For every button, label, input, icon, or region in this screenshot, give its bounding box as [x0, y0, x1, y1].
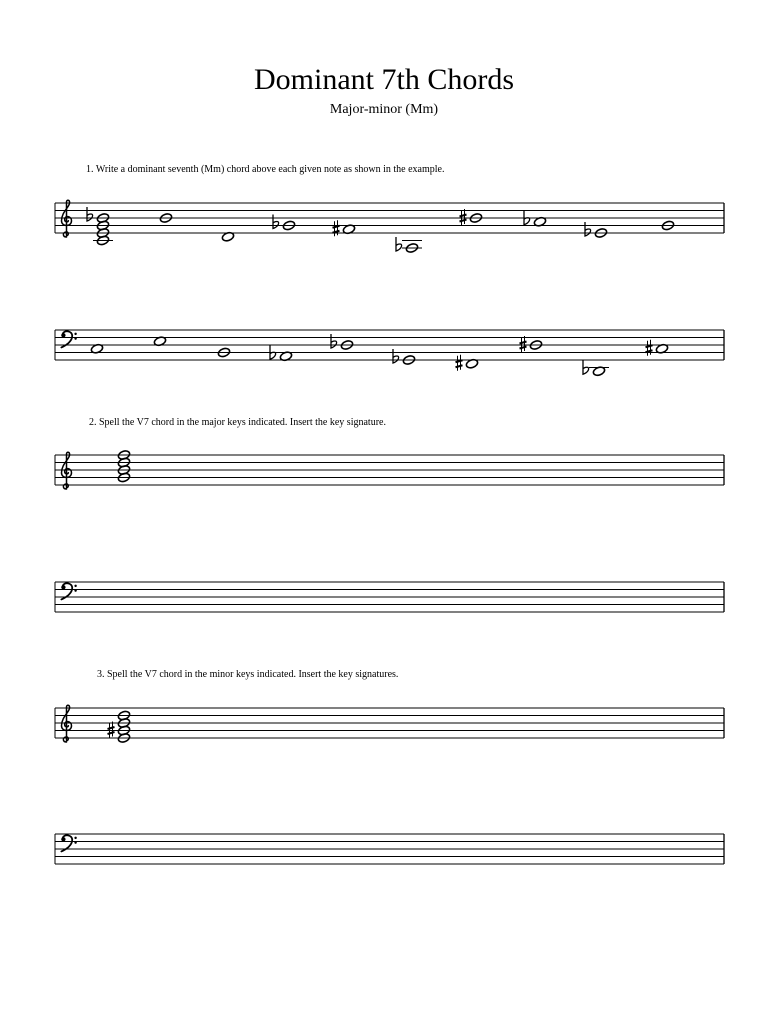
- flat-icon: [393, 349, 399, 363]
- flat-icon: [87, 207, 93, 221]
- sharp-stroke: [520, 342, 527, 344]
- instruction-3: 3. Spell the V7 chord in the minor keys indicated. Insert the key signatures.: [97, 669, 399, 680]
- whole-note: [333, 220, 356, 236]
- sharp-icon: [108, 722, 115, 738]
- sharp-stroke: [646, 350, 653, 352]
- whole-note: [460, 209, 483, 225]
- chord: [87, 207, 113, 246]
- whole-note: [456, 355, 479, 371]
- sharp-stroke: [456, 365, 463, 367]
- flat-icon: [331, 334, 337, 348]
- flat-icon: [273, 215, 279, 229]
- flat-stroke: [396, 237, 402, 251]
- treble-clef-icon: [62, 452, 72, 489]
- sharp-stroke: [520, 347, 527, 349]
- sharp-stroke: [108, 727, 115, 729]
- sharp-stroke: [333, 231, 340, 233]
- sharp-icon: [646, 340, 653, 356]
- sharp-stroke: [460, 220, 467, 222]
- staff-3: [55, 450, 724, 489]
- sharp-icon: [520, 336, 527, 352]
- flat-stroke: [585, 222, 591, 236]
- whole-note: [273, 215, 296, 231]
- treble-clef-icon: [62, 200, 72, 237]
- flat-stroke: [331, 334, 337, 348]
- flat-stroke: [393, 349, 399, 363]
- sharp-stroke: [333, 226, 340, 228]
- page-title: Dominant 7th Chords: [254, 63, 514, 96]
- sharp-stroke: [108, 732, 115, 734]
- whole-note: [585, 222, 608, 238]
- whole-note: [270, 345, 293, 361]
- instruction-2: 2. Spell the V7 chord in the major keys indicated. Insert the key signature.: [89, 417, 386, 428]
- staff-2: [55, 330, 724, 377]
- sharp-icon: [333, 220, 340, 236]
- whole-note: [520, 336, 543, 352]
- flat-icon: [396, 237, 402, 251]
- sharp-icon: [456, 355, 463, 371]
- sharp-stroke: [646, 345, 653, 347]
- whole-note: [331, 334, 354, 350]
- flat-icon: [585, 222, 591, 236]
- sharp-stroke: [456, 360, 463, 362]
- whole-note: [646, 340, 669, 356]
- staff-4: [55, 582, 724, 612]
- flat-stroke: [87, 207, 93, 221]
- whole-note: [583, 360, 609, 376]
- staff-6: [55, 834, 724, 864]
- whole-note: [524, 211, 547, 227]
- sharp-stroke: [460, 215, 467, 217]
- page-subtitle: Major-minor (Mm): [329, 102, 439, 117]
- sharp-icon: [460, 209, 467, 225]
- flat-stroke: [583, 360, 589, 374]
- staff-5: [55, 705, 724, 743]
- staff-1: [55, 200, 724, 253]
- flat-icon: [583, 360, 589, 374]
- whole-note: [393, 349, 416, 365]
- instruction-1: 1. Write a dominant seventh (Mm) chord above each given note as shown in the example.: [86, 164, 445, 175]
- whole-note: [396, 237, 422, 253]
- treble-clef-icon: [62, 705, 72, 742]
- flat-stroke: [273, 215, 279, 229]
